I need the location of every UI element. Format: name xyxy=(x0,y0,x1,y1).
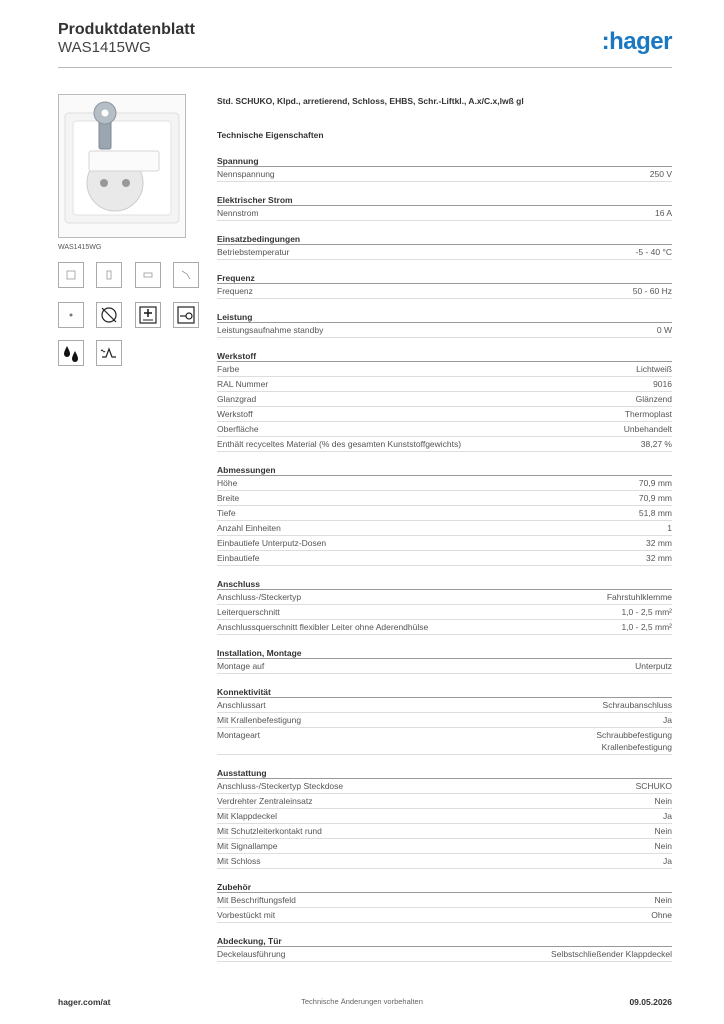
spec-row xyxy=(217,794,672,809)
image-caption: WAS1415WG xyxy=(58,244,102,251)
product-data xyxy=(217,96,672,962)
spec-label: Einbautiefe Unterputz-Dosen xyxy=(217,538,327,548)
spec-row xyxy=(217,491,672,506)
section-title: Abmessungen xyxy=(217,464,672,476)
product-image xyxy=(58,94,186,238)
spec-label: Glanzgrad xyxy=(217,394,257,404)
header xyxy=(58,20,672,68)
spec-row xyxy=(217,284,672,299)
spec-label: Montage auf xyxy=(217,661,265,671)
spec-row xyxy=(217,422,672,437)
spec-value: Ohne xyxy=(651,910,672,920)
spec-value: Schraubbefestigung Krallenbefestigung xyxy=(596,730,672,752)
spec-row xyxy=(217,893,672,908)
spec-label: Mit Klappdeckel xyxy=(217,811,278,821)
drawing-small-icon xyxy=(58,302,84,328)
spec-label: Montageart xyxy=(217,730,260,740)
socket-illustration xyxy=(59,95,185,237)
spec-row xyxy=(217,362,672,377)
spec-value: Nein xyxy=(654,796,672,806)
spec-label: Mit Schloss xyxy=(217,856,261,866)
spec-row xyxy=(217,824,672,839)
spec-row xyxy=(217,323,672,338)
spec-value: Nein xyxy=(654,826,672,836)
spec-label: Leiterquerschnitt xyxy=(217,607,280,617)
spec-value: 38,27 % xyxy=(640,439,672,449)
spec-value: Glänzend xyxy=(635,394,672,404)
spec-section xyxy=(217,767,672,869)
spec-row xyxy=(217,206,672,221)
no-recycle-icon xyxy=(96,302,122,328)
spec-label: Mit Schutzleiterkontakt rund xyxy=(217,826,322,836)
spec-section xyxy=(217,647,672,674)
spec-label: Verdrehter Zentraleinsatz xyxy=(217,796,313,806)
spec-label: Leistungsaufnahme standby xyxy=(217,325,324,335)
spec-label: Nennstrom xyxy=(217,208,259,218)
spec-label: Frequenz xyxy=(217,286,253,296)
spec-label: Nennspannung xyxy=(217,169,275,179)
spec-label: Werkstoff xyxy=(217,409,253,419)
spec-label: Mit Beschriftungsfeld xyxy=(217,895,296,905)
section-title: Anschluss xyxy=(217,578,672,590)
spec-section xyxy=(217,194,672,221)
spec-value: 1,0 - 2,5 mm² xyxy=(621,607,672,617)
drawing-angle-icon xyxy=(173,262,199,288)
section-title: Zubehör xyxy=(217,881,672,893)
spec-row xyxy=(217,728,672,755)
drawing-side-icon xyxy=(96,262,122,288)
spec-value: 32 mm xyxy=(646,553,672,563)
spec-row xyxy=(217,407,672,422)
header-divider xyxy=(58,67,672,68)
spec-row xyxy=(217,476,672,491)
spec-value: Ja xyxy=(663,856,672,866)
spec-row xyxy=(217,245,672,260)
spec-label: Anschluss-/Steckertyp xyxy=(217,592,302,602)
spec-value: Ja xyxy=(663,715,672,725)
drawing-top-icon xyxy=(135,262,161,288)
spec-label: Deckelausführung xyxy=(217,949,286,959)
spec-row xyxy=(217,506,672,521)
spec-row xyxy=(217,854,672,869)
spec-section xyxy=(217,578,672,635)
spec-value: 1,0 - 2,5 mm² xyxy=(621,622,672,632)
section-title: Einsatzbedingungen xyxy=(217,233,672,245)
footer-date: 09.05.2026 xyxy=(629,997,672,1007)
section-title: Frequenz xyxy=(217,272,672,284)
spec-value: Nein xyxy=(654,841,672,851)
footer-website: hager.com/at xyxy=(58,997,111,1007)
spec-row xyxy=(217,809,672,824)
spec-row xyxy=(217,437,672,452)
spec-value: Selbstschließender Klappdeckel xyxy=(551,949,672,959)
spec-section xyxy=(217,311,672,338)
drops-icon xyxy=(58,340,84,366)
spec-value: 0 W xyxy=(656,325,672,335)
spec-label: Vorbestückt mit xyxy=(217,910,276,920)
section-title: Ausstattung xyxy=(217,767,672,779)
product-description: Std. SCHUKO, Klpd., arretierend, Schloss, EHBS, Schr.-Liftkl., A.x/C.x,lwß gl xyxy=(217,96,524,106)
spec-sections xyxy=(217,155,672,962)
spec-section xyxy=(217,935,672,962)
spec-value: Unterputz xyxy=(635,661,672,671)
tech-properties-title: Technische Eigenschaften xyxy=(217,130,324,140)
spec-label: Einbautiefe xyxy=(217,553,260,563)
spec-row xyxy=(217,605,672,620)
spec-value: 70,9 mm xyxy=(638,493,672,503)
spec-value: Schraubanschluss xyxy=(602,700,672,710)
spec-label: Anschlussquerschnitt flexibler Leiter ohne Aderendhülse xyxy=(217,622,429,632)
spec-row xyxy=(217,620,672,635)
section-title: Elektrischer Strom xyxy=(217,194,672,206)
spec-row xyxy=(217,392,672,407)
spec-value: Thermoplast xyxy=(624,409,672,419)
spec-label: Farbe xyxy=(217,364,240,374)
spec-value: 9016 xyxy=(653,379,672,389)
spec-value: Nein xyxy=(654,895,672,905)
section-title: Leistung xyxy=(217,311,672,323)
spec-value: Fahrstuhlklemme xyxy=(606,592,672,602)
spec-section xyxy=(217,464,672,566)
spec-value: SCHUKO xyxy=(635,781,672,791)
spec-label: Oberfläche xyxy=(217,424,259,434)
spring-icon xyxy=(96,340,122,366)
spec-section xyxy=(217,350,672,452)
spec-label: Breite xyxy=(217,493,240,503)
hager-logo: :hager xyxy=(601,28,672,55)
spec-row xyxy=(217,947,672,962)
spec-row xyxy=(217,377,672,392)
section-title: Werkstoff xyxy=(217,350,672,362)
spec-row xyxy=(217,521,672,536)
page-title: Produktdatenblatt xyxy=(58,21,195,38)
spec-label: Mit Krallenbefestigung xyxy=(217,715,302,725)
spec-row xyxy=(217,590,672,605)
section-title: Installation, Montage xyxy=(217,647,672,659)
section-title: Spannung xyxy=(217,155,672,167)
section-title: Konnektivität xyxy=(217,686,672,698)
spec-label: Anschlussart xyxy=(217,700,266,710)
spec-label: Betriebstemperatur xyxy=(217,247,290,257)
spec-value: 70,9 mm xyxy=(638,478,672,488)
spec-label: Anzahl Einheiten xyxy=(217,523,281,533)
spec-section xyxy=(217,686,672,755)
spec-row xyxy=(217,839,672,854)
lock-key-icon xyxy=(173,302,199,328)
spec-label: Mit Signallampe xyxy=(217,841,278,851)
spec-section xyxy=(217,881,672,923)
spec-label: Anschluss-/Steckertyp Steckdose xyxy=(217,781,344,791)
plus-box-icon xyxy=(135,302,161,328)
spec-value: 250 V xyxy=(649,169,672,179)
spec-value: 1 xyxy=(667,523,672,533)
section-title: Abdeckung, Tür xyxy=(217,935,672,947)
spec-value: Ja xyxy=(663,811,672,821)
spec-value: -5 - 40 °C xyxy=(635,247,672,257)
spec-section xyxy=(217,272,672,299)
spec-row xyxy=(217,698,672,713)
spec-row xyxy=(217,167,672,182)
spec-value: 50 - 60 Hz xyxy=(632,286,672,296)
spec-row xyxy=(217,779,672,794)
footer-note: Technische Änderungen vorbehalten xyxy=(301,997,423,1006)
spec-value: 51,8 mm xyxy=(638,508,672,518)
spec-section xyxy=(217,155,672,182)
spec-label: Enthält recyceltes Material (% des gesamten Kunststoffgewichts) xyxy=(217,439,462,449)
spec-label: Tiefe xyxy=(217,508,236,518)
spec-value: 32 mm xyxy=(646,538,672,548)
spec-value: Unbehandelt xyxy=(623,424,672,434)
drawing-front-icon xyxy=(58,262,84,288)
spec-row xyxy=(217,659,672,674)
spec-row xyxy=(217,713,672,728)
spec-row xyxy=(217,551,672,566)
spec-value: 16 A xyxy=(654,208,672,218)
spec-row xyxy=(217,536,672,551)
spec-row xyxy=(217,908,672,923)
product-number: WAS1415WG xyxy=(58,39,151,56)
spec-label: Höhe xyxy=(217,478,238,488)
spec-section xyxy=(217,233,672,260)
spec-value: Lichtweiß xyxy=(636,364,672,374)
spec-label: RAL Nummer xyxy=(217,379,269,389)
